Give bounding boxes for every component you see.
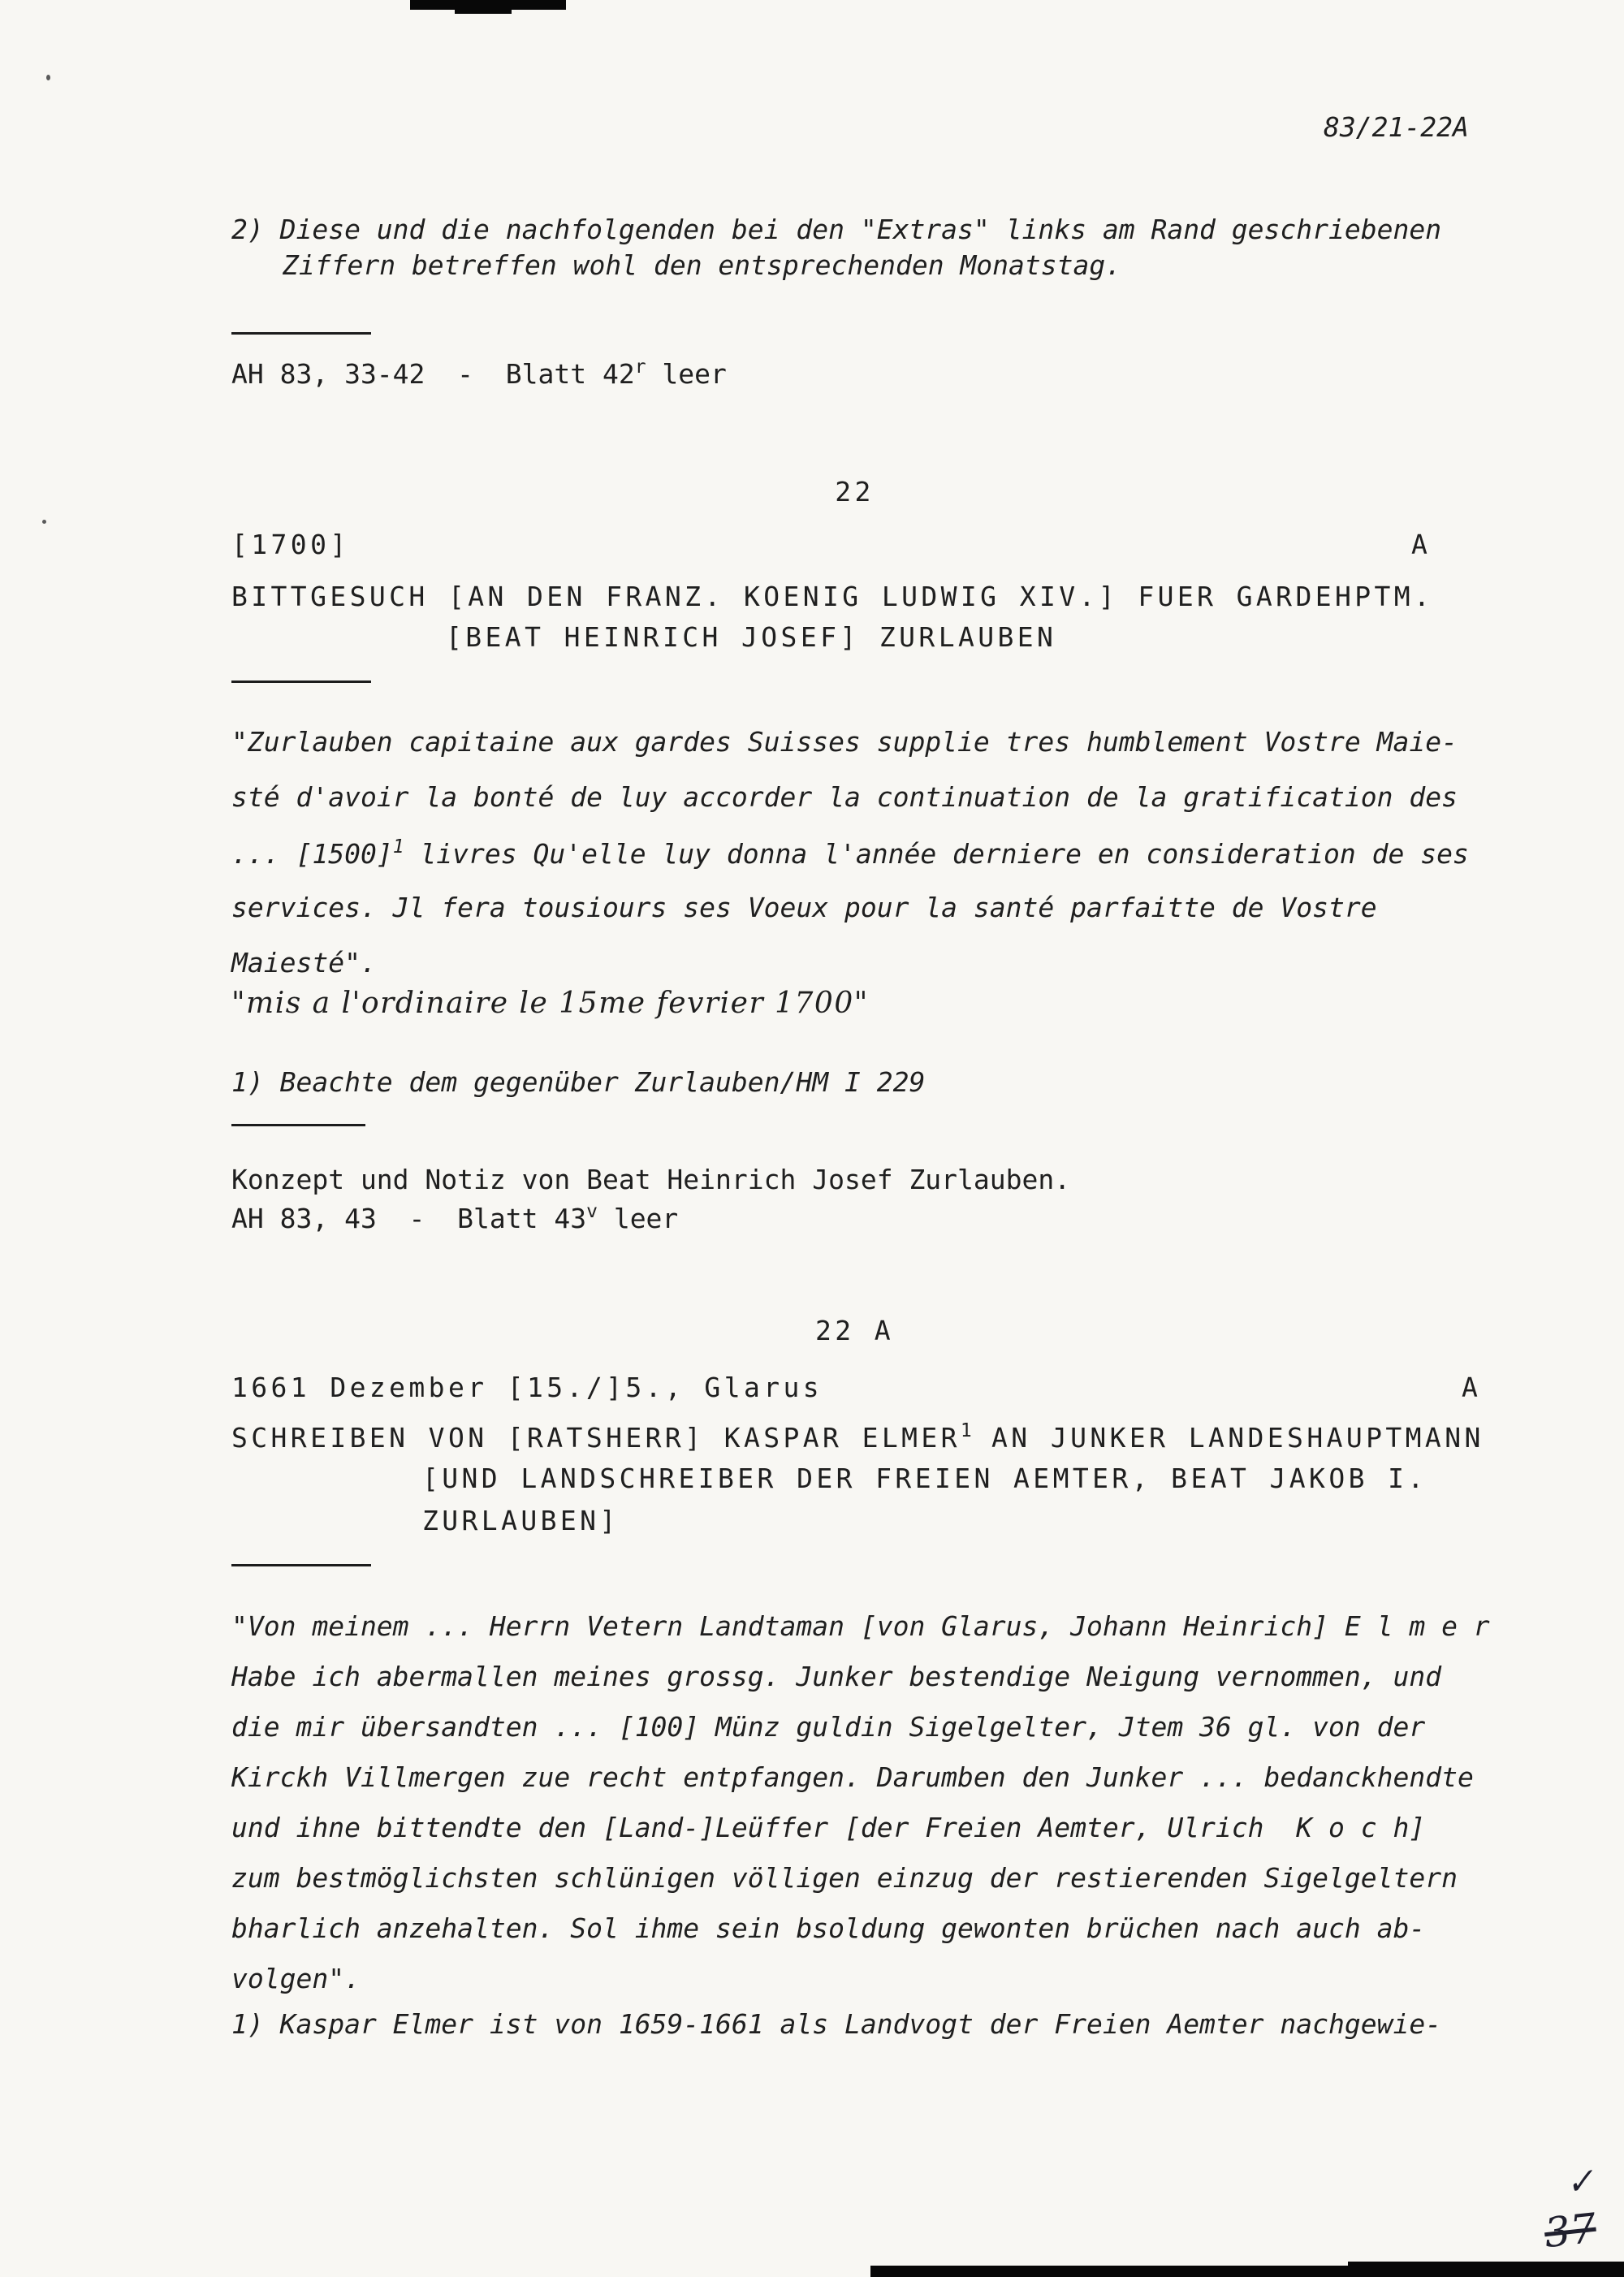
archive-ref-text: AH 83, 33-42 - Blatt 42 (231, 358, 635, 390)
entry-title-line: ZURLAUBEN] (422, 1505, 620, 1536)
provenance-note: Konzept und Notiz von Beat Heinrich Josef Zurlauben. (231, 1164, 1071, 1195)
quote-text: livres Qu'elle luy donna l'année derniere en consideration de ses (404, 838, 1469, 870)
entry-title-line: BITTGESUCH [AN DEN FRANZ. KOENIG LUDWIG XIV.] FUER GARDEHPTM. (231, 581, 1434, 612)
superscript: 1 (392, 836, 404, 858)
quote-text: ... [1500] (231, 838, 393, 870)
superscript: r (634, 356, 646, 378)
handwritten-checkmark: ✓ (1562, 2159, 1597, 2204)
quote-line: services. Jl fera tousiours ses Voeux pour la santé parfaitte de Vostre (231, 892, 1377, 923)
footnote-line: 1) Kaspar Elmer ist von 1659-1661 als Landvogt der Freien Aemter nachgewie- (231, 2008, 1442, 2040)
archive-reference-1 (231, 356, 727, 391)
quote-line: volgen". (231, 1963, 361, 1994)
divider-rule (231, 332, 371, 335)
page-number-ref: 83/21-22A (1324, 111, 1469, 143)
quote-line: zum bestmöglichsten schlünigen völligen einzug der restierenden Sigelgeltern (231, 1862, 1458, 1894)
quote-line: sté d'avoir la bonté de luy accorder la continuation de la gratification des (231, 781, 1458, 813)
entry-marginal-letter-22: A (1411, 529, 1432, 560)
quote-line: Maiesté". (231, 947, 377, 979)
divider-rule (231, 1564, 371, 1566)
quote-line: Kirckh Villmergen zue recht entpfangen. Darumben den Junker ... bedanckhendte (231, 1761, 1474, 1793)
footnote-top-line1: 2) Diese und die nachfolgenden bei den "Extras" links am Rand geschriebenen (231, 214, 1442, 245)
archive-ref-text: leer (597, 1203, 679, 1234)
quote-line: die mir übersandten ... [100] Münz guldin Sigelgelter, Jtem 36 gl. von der (231, 1711, 1426, 1743)
scan-artifact-bottom-right (1348, 2262, 1624, 2277)
entry-number-22a: 22 A (814, 1315, 895, 1346)
entry-title-line (231, 1419, 1484, 1454)
scan-artifact-top-notch (455, 0, 512, 14)
scan-speck (42, 520, 46, 524)
archive-ref-text: leer (646, 358, 727, 390)
quote-line (231, 836, 1469, 871)
scan-speck (46, 75, 50, 80)
title-text: SCHREIBEN VON [RATSHERR] KASPAR ELMER (231, 1422, 961, 1454)
entry-date-22a: 1661 Dezember [15./]5., Glarus (231, 1372, 823, 1403)
superscript: v (586, 1201, 598, 1222)
script-note: "mis a l'ordinaire le 15me fevrier 1700" (231, 987, 869, 1020)
entry-number-22: 22 (835, 476, 875, 508)
archive-ref-text: AH 83, 43 - Blatt 43 (231, 1203, 587, 1234)
superscript: 1 (960, 1420, 972, 1441)
divider-rule (231, 681, 371, 683)
footnote-line: 1) Beachte dem gegenüber Zurlauben/HM I 229 (231, 1066, 926, 1098)
quote-line: "Von meinem ... Herrn Vetern Landtaman [von Glarus, Johann Heinrich] E l m e r (231, 1610, 1490, 1642)
quote-line: Habe ich abermallen meines grossg. Junker bestendige Neigung vernommen, und (231, 1661, 1442, 1692)
title-text: AN JUNKER LANDESHAUPTMANN (971, 1422, 1484, 1454)
quote-line: "Zurlauben capitaine aux gardes Suisses supplie tres humblement Vostre Maie- (231, 726, 1458, 758)
entry-date-22: [1700] (231, 529, 350, 560)
quote-line: bharlich anzehalten. Sol ihme sein bsoldung gewonten brüchen nach auch ab- (231, 1912, 1426, 1944)
entry-title-line: [UND LANDSCHREIBER DER FREIEN AEMTER, BEAT JAKOB I. (422, 1463, 1427, 1494)
handwritten-page-number: 37 (1542, 2204, 1599, 2258)
divider-rule (231, 1124, 365, 1126)
entry-title-line: [BEAT HEINRICH JOSEF] ZURLAUBEN (446, 621, 1057, 653)
archive-reference-2 (231, 1200, 678, 1235)
footnote-top-line2: Ziffern betreffen wohl den entsprechenden Monatstag. (283, 249, 1122, 281)
entry-marginal-letter-22a: A (1462, 1372, 1482, 1403)
quote-line: und ihne bittendte den [Land-]Leüffer [der Freien Aemter, Ulrich K o c h] (231, 1812, 1426, 1843)
